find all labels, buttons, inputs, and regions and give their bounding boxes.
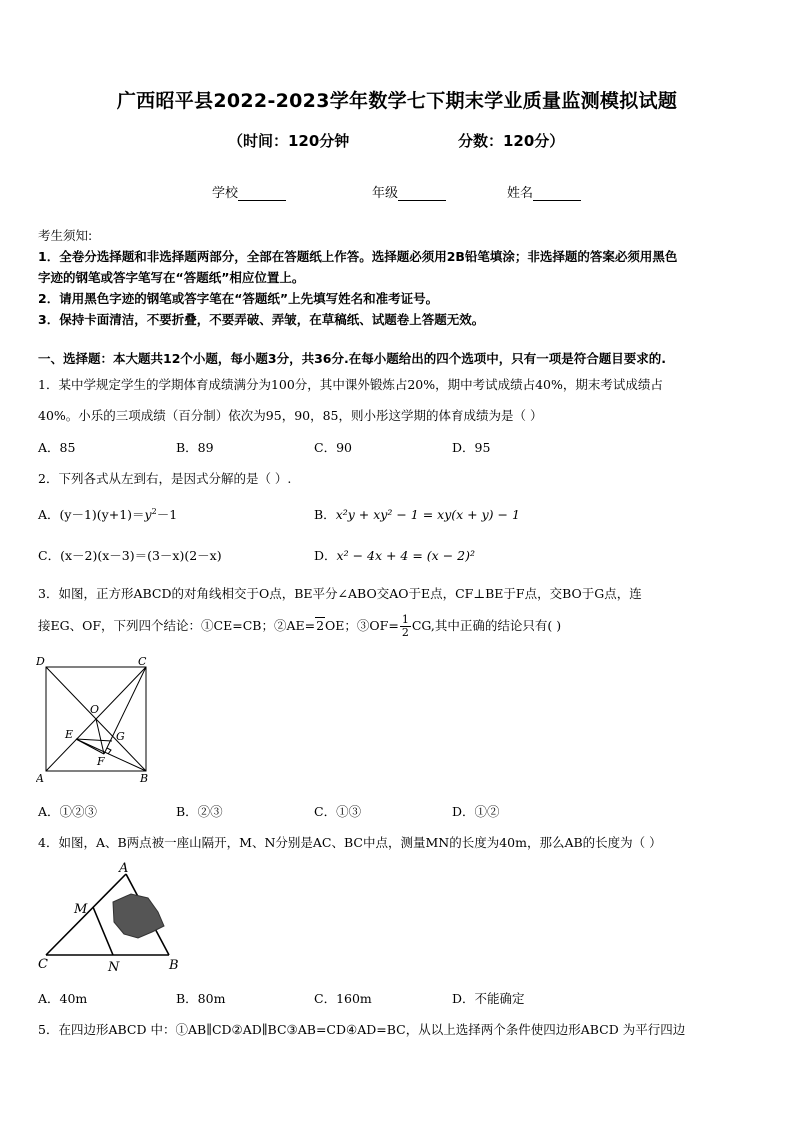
label-a: A [119,862,129,876]
q1-option-a[interactable]: A．85 [38,440,76,455]
q1-line-1: 1．某中学规定学生的学期体育成绩满分为100分，其中课外锻炼占20%，期中考试成绩占40%，期末考试成绩占 [38,377,663,392]
label-b: B [169,958,179,973]
q2-a-math: y [144,507,152,522]
q2-stem: 2．下列各式从左到右，是因式分解的是（ ）. [38,471,292,486]
label-c: C [38,957,48,972]
q3-option-a[interactable]: A．①②③ [38,804,98,819]
q2-option-c[interactable]: C．(x－2)(x－3)＝(3－x)(2－x) [38,548,222,563]
note-1b: 字迹的钢笔或答字笔写在“答题纸”相应位置上。 [38,270,305,285]
q3-line-1: 3．如图，正方形ABCD的对角线相交于O点，BE平分∠ABO交AO于E点，CF⊥BE于F点，交BO于G点，连 [38,586,642,601]
segment-eg [76,739,112,741]
q4-stem: 4．如图，A、B两点被一座山隔开，M、N分别是AC、BC中点，测量MN的长度为40m，那么AB的长度为（ ） [38,835,662,850]
label-g: G [116,730,125,743]
segment-be [76,739,146,771]
label-b: B [140,772,149,785]
segment-ef [76,739,104,754]
name-blank[interactable] [533,188,581,201]
q2-option-d[interactable] [314,546,475,564]
q2-option-b[interactable] [314,505,520,523]
q4-option-a[interactable]: A．40m [38,991,88,1006]
q3-fraction [400,614,411,639]
note-2: 2．请用黑色字迹的钢笔或答字笔在“答题纸”上先填写姓名和准考证号。 [38,291,439,306]
exam-score: 分数：120分） [458,132,565,150]
q4-figure [36,862,186,977]
label-f: F [97,755,105,768]
q3-figure [36,655,156,785]
exam-title: 广西昭平县2022-2023学年数学七下期末学业质量监测模拟试题 [116,90,678,112]
label-d: D [36,655,45,668]
q3-l2-part-b: OE；③OF= [325,618,399,633]
label-e: E [65,728,74,741]
label-m: M [74,902,88,917]
exam-time: （时间：120分钟 [228,132,350,150]
q4-option-d[interactable]: D．不能确定 [452,991,525,1006]
label-a: A [36,772,44,785]
q3-option-c[interactable]: C．①③ [314,804,362,819]
label-c: C [138,655,147,668]
grade-blank[interactable] [398,188,446,201]
q5-stem: 5．在四边形ABCD 中：①AB∥CD②AD∥BC③AB=CD④AD=BC，从以上选择两个条件使四边形ABCD 为平行四边 [38,1022,686,1037]
q2-d-math: x² − 4x + 4 = (x − 2)² [336,548,475,563]
school-blank[interactable] [238,188,286,201]
q2-d-text: D． [314,548,337,563]
name-label: 姓名 [507,186,534,201]
q3-l2-part-a: 接EG、OF，下列四个结论：①CE=CB；②AE= [38,618,316,633]
q2-b-text: B． [314,507,336,522]
q3-option-b[interactable]: B．②③ [176,804,223,819]
exam-notes [38,225,758,330]
note-1a: 1．全卷分选择题和非选择题两部分，全部在答题纸上作答。选择题必须用2B铅笔填涂；非选择题的答案必须用黑色 [38,249,678,264]
school-label: 学校 [212,186,239,201]
q3-l2-part-c: CG,其中正确的结论只有( ) [411,618,562,633]
grade-field[interactable] [372,182,446,201]
q1-option-c[interactable]: C．90 [314,440,352,455]
label-o: O [90,703,100,716]
q4-option-b[interactable]: B．80m [176,991,226,1006]
q3-line-2 [38,614,760,639]
q1-option-d[interactable]: D．95 [452,440,491,455]
q3-sqrt: 2 [316,618,325,633]
q1-option-b[interactable]: B．89 [176,440,214,455]
q3-option-d[interactable]: D．①② [452,804,500,819]
label-n: N [108,960,120,975]
q2-a-text: A．(y－1)(y+1)＝ [38,507,145,522]
q2-a-post: －1 [156,507,178,522]
q4-option-c[interactable]: C．160m [314,991,372,1006]
grade-label: 年级 [372,186,399,201]
q1-line-2: 40%。小乐的三项成绩（百分制）依次为95，90，85，则小彤这学期的体育成绩为是（ ） [38,408,543,423]
q3-frac-num: 1 [401,613,409,626]
q2-option-a[interactable]: A．$(y-1)(y+1)=y^2-1$ [38,506,178,522]
section-heading: 一、选择题：本大题共12个小题，每小题3分，共36分.在每小题给出的四个选项中，只有一项是符合题目要求的. [38,351,666,366]
q3-frac-den: 2 [401,626,409,639]
note-3: 3．保持卡面清洁，不要折叠，不要弄破、弄皱，在草稿纸、试题卷上答题无效。 [38,312,485,327]
q2-b-math: x²y + xy² − 1 = xy(x + y) − 1 [335,507,520,522]
school-field[interactable] [212,182,286,201]
name-field[interactable] [507,182,581,201]
segment-mn [93,907,113,955]
notes-heading: 考生须知: [38,228,93,243]
